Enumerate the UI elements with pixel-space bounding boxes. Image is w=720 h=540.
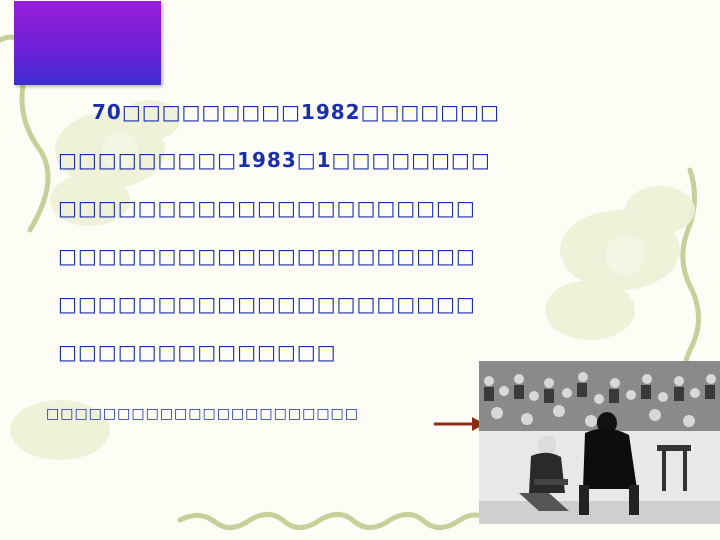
paragraph-line-3: □□□□□□□□□□□□□□□□□□□□□ <box>58 196 476 220</box>
right-arrow-icon <box>432 414 486 434</box>
body-paragraph <box>58 88 558 376</box>
historical-photo <box>479 361 720 524</box>
paragraph-line-4: □□□□□□□□□□□□□□□□□□□□□ <box>58 244 476 268</box>
title-color-box <box>14 1 161 85</box>
paragraph-line-5: □□□□□□□□□□□□□□□□□□□□□ <box>58 292 476 316</box>
paragraph-line-2: □□□□□□□□□1983□1□□□□□□□□ <box>58 148 491 172</box>
paragraph-line-1: 70□□□□□□□□□1982□□□□□□□ <box>92 100 500 124</box>
paragraph-line-6: □□□□□□□□□□□□□□ <box>58 340 337 364</box>
photo-caption: □□□□□□□□□□□□□□□□□□□□□□ <box>46 406 360 422</box>
